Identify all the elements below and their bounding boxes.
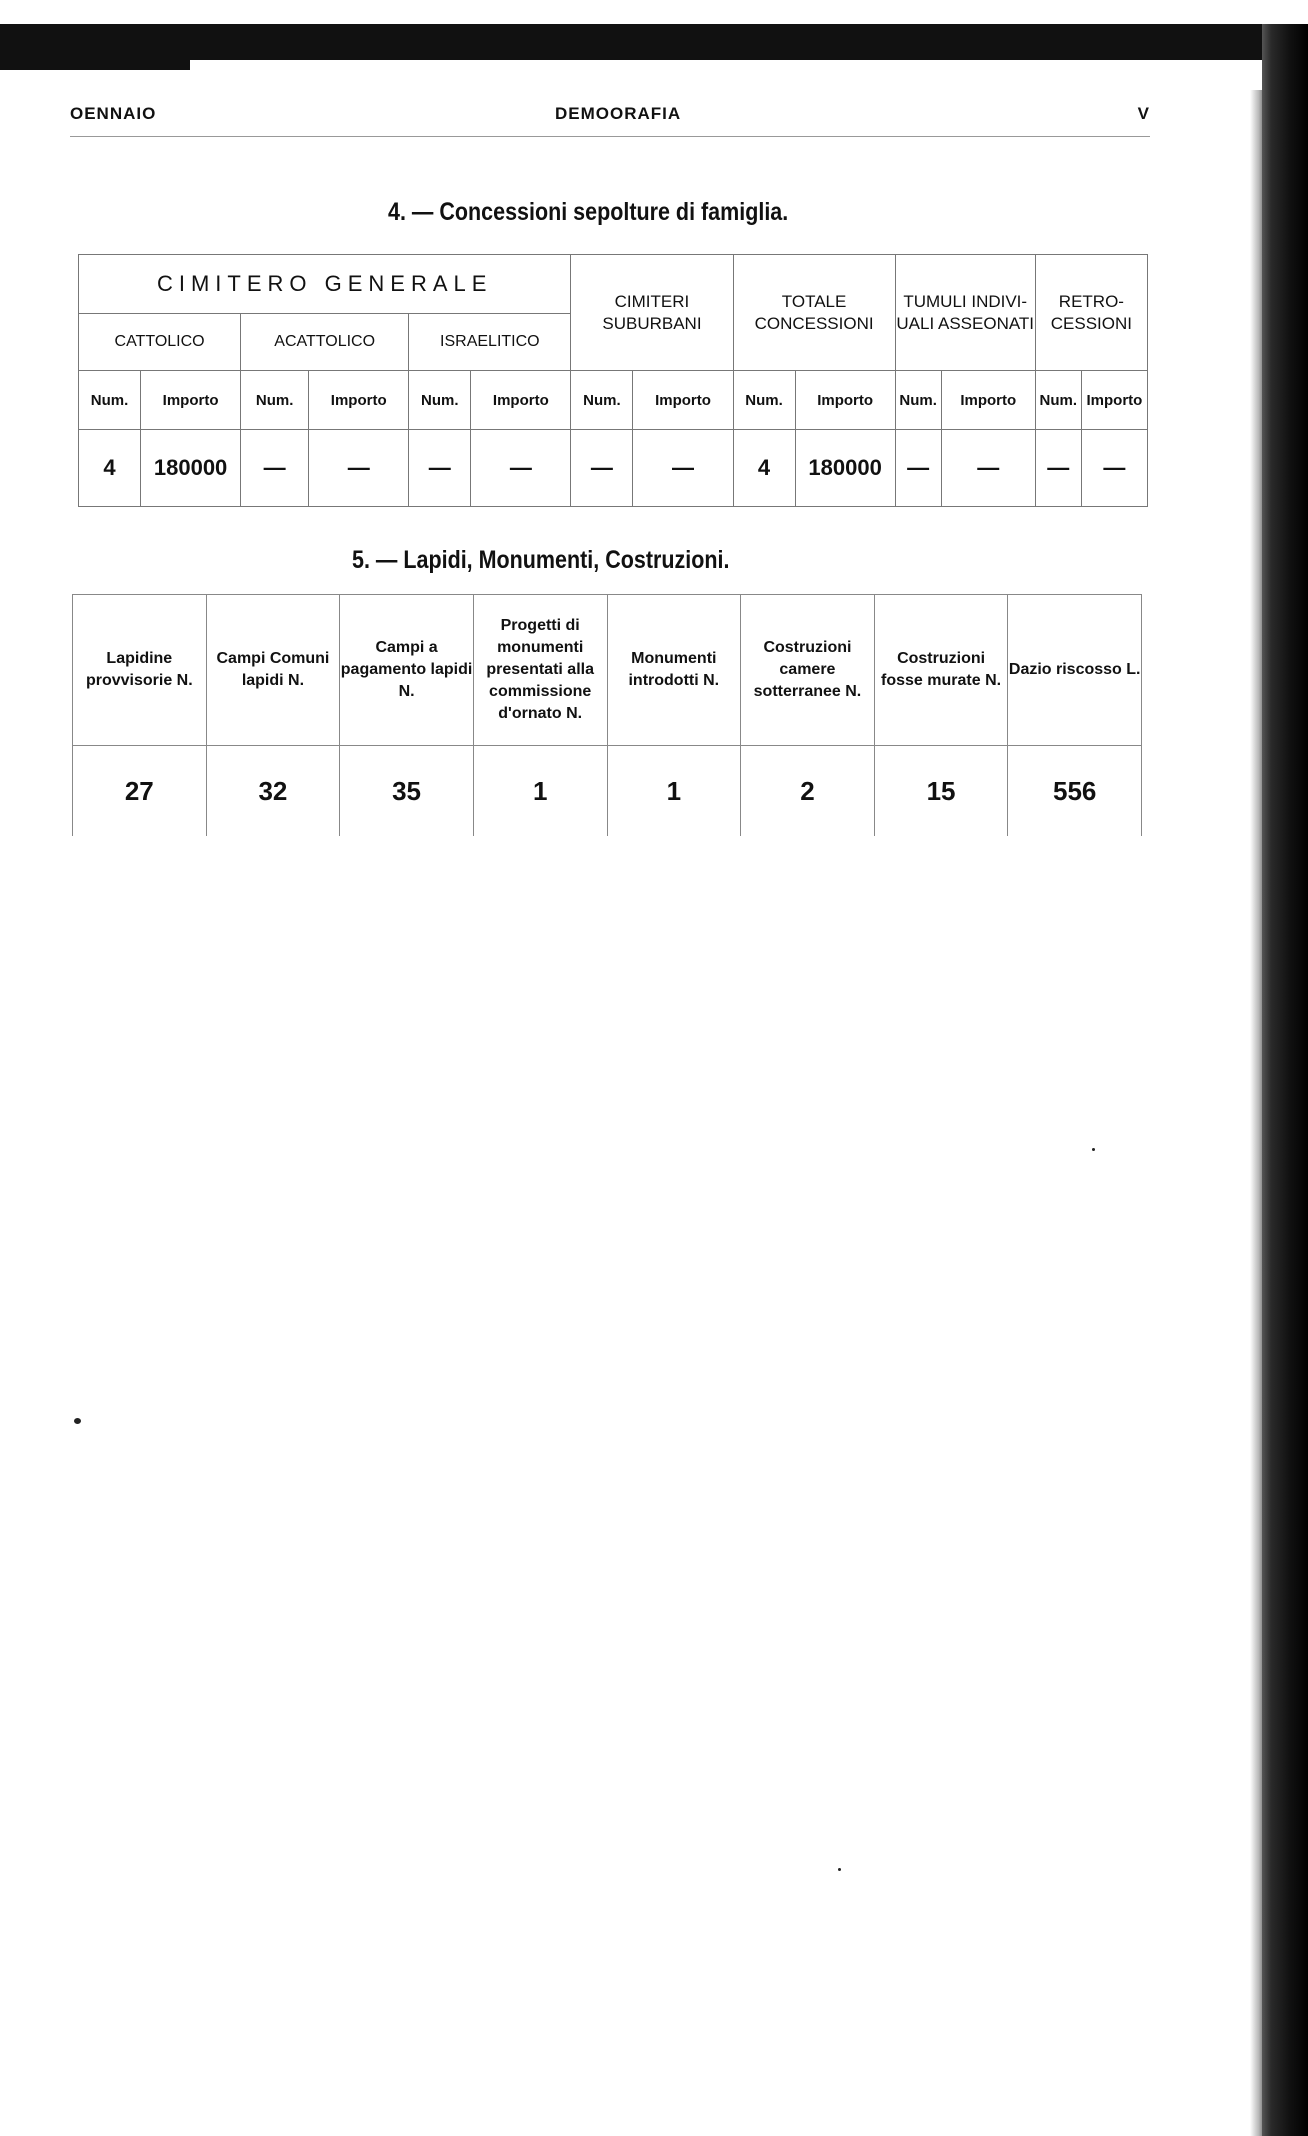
progetti-monumenti-header: Progetti di monumenti presentati alla commissione d'ornato N. [473,595,607,746]
scan-dark-edge-notch [0,58,190,70]
table-cell: 4 [79,430,141,507]
section-5-title: 5. — Lapidi, Monumenti, Costruzioni. [352,546,730,574]
num-label: Num. [733,371,795,430]
retrocessioni-header: RETRO- CESSIONI [1035,255,1147,371]
cimiteri-suburbani-header: CIMITERI SUBURBANI [571,255,733,371]
cimitero-generale-header: CIMITERO GENERALE [79,255,571,314]
num-label: Num. [571,371,633,430]
scan-speck [838,1868,841,1871]
table-cell: 4 [733,430,795,507]
importo-label: Importo [941,371,1035,430]
costruzioni-camere-header: Costruzioni camere sotterranee N. [741,595,875,746]
table-cell: — [309,430,409,507]
scan-dark-edge-top [0,24,1308,60]
importo-label: Importo [1081,371,1147,430]
scan-speck [1092,1148,1095,1151]
running-head-rule [70,136,1150,137]
table-cell: 1 [607,746,741,837]
table-cell: — [1081,430,1147,507]
table-cell: 556 [1008,746,1142,837]
table-cell: — [241,430,309,507]
num-label: Num. [895,371,941,430]
page-top-margin [0,0,1308,24]
num-label: Num. [241,371,309,430]
cattolico-header: CATTOLICO [79,314,241,371]
table-cell: — [471,430,571,507]
table-cell: 180000 [795,430,895,507]
scan-dark-edge-right [1262,24,1308,2136]
table-cell: — [409,430,471,507]
scan-speck [74,1418,81,1424]
lapidine-provvisorie-header: Lapidine provvisorie N. [73,595,207,746]
running-head-page-number: V [1137,104,1150,123]
campi-pagamento-header: Campi a pagamento lapidi N. [340,595,474,746]
israelitico-header: ISRAELITICO [409,314,571,371]
num-label: Num. [1035,371,1081,430]
concessioni-table [78,254,1148,507]
table-cell: 32 [206,746,340,837]
num-label: Num. [409,371,471,430]
table-cell: 180000 [141,430,241,507]
dazio-riscosso-header: Dazio riscosso L. [1008,595,1142,746]
table-cell: 35 [340,746,474,837]
table-cell: 2 [741,746,875,837]
table-cell: 15 [874,746,1008,837]
importo-label: Importo [309,371,409,430]
table-cell: 27 [73,746,207,837]
campi-comuni-header: Campi Comuni lapidi N. [206,595,340,746]
importo-label: Importo [471,371,571,430]
table-cell: — [571,430,633,507]
costruzioni-fosse-header: Costruzioni fosse murate N. [874,595,1008,746]
section-4-title: 4. — Concessioni sepolture di famiglia. [388,198,789,226]
importo-label: Importo [141,371,241,430]
table-cell: — [1035,430,1081,507]
table-cell: 1 [473,746,607,837]
num-label: Num. [79,371,141,430]
running-head-month: OENNAIO [70,104,157,123]
table-cell: — [941,430,1035,507]
importo-label: Importo [795,371,895,430]
monumenti-introdotti-header: Monumenti introdotti N. [607,595,741,746]
importo-label: Importo [633,371,733,430]
tumuli-individuali-header: TUMULI INDIVI- UALI ASSEONATI [895,255,1035,371]
table-cell: — [895,430,941,507]
lapidi-table [72,594,1142,836]
running-head [70,104,1150,128]
table-cell: — [633,430,733,507]
totale-concessioni-header: TOTALE CONCESSIONI [733,255,895,371]
acattolico-header: ACATTOLICO [241,314,409,371]
running-head-section: DEMOORAFIA [555,104,682,123]
